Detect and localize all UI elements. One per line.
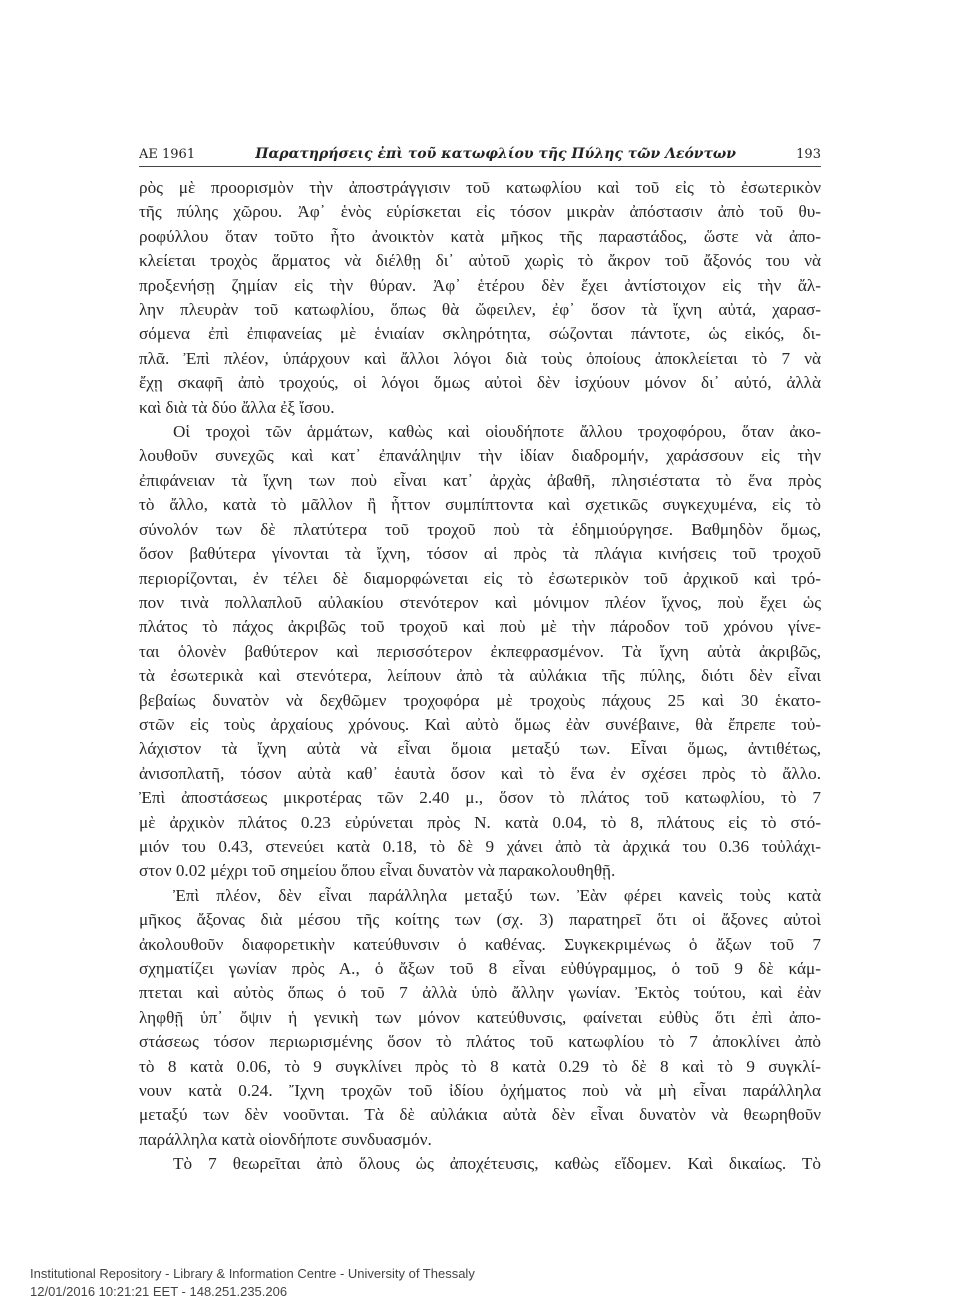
text-line: λουθοῦν συνεχῶς καὶ κατ᾽ ἐπανάληψιν τὴν ἰδίαν διαδρομήν, χαράσσουν εἰς τὴν <box>139 446 821 466</box>
text-line: στῶν εἰς τοὺς ἀρχαίους χρόνους. Καὶ αὐτὸ ὅμως ἐὰν συνέβαινε, θὰ ἔπρεπε τοὐ- <box>139 714 821 734</box>
text-line: στάσεως τόσον περιωρισμένης ὅσον τὸ πλάτος τοῦ κατωφλίου τὸ 7 ἀποκλίνει ἀπὸ <box>139 1032 821 1052</box>
text-line: τῆς πύλης χῶρου. Ἀφ᾽ ἑνὸς εὑρίσκεται εἰς τόσον μικρὰν ἀπόστασιν ἀπὸ τοῦ θυ- <box>139 202 821 222</box>
text-line: ἐπιφάνειαν τὰ ἴχνη των ποὺ εἶναι κατ᾽ ἀρχὰς ἀβαθῆ, πλησιέστατα τὸ ἕνα πρὸς <box>139 470 821 490</box>
page-number: 193 <box>796 147 821 162</box>
text-line: λην πλευρὰν τοῦ κατωφλίου, ὅπως θὰ ὤφειλεν, ἐφ᾽ ὅσον τὰ ἴχνη αὐτά, χαρασ- <box>139 300 821 320</box>
text-line: ληφθῇ ὑπ᾽ ὄψιν ἡ γενικὴ των μόνον κατεύθυνσις, φαίνεται εὐθὺς ὅτι ἐπὶ ἀπο- <box>139 1007 821 1027</box>
text-line: πλάτος τὸ πάχος ἀκριβῶς τοῦ τροχοῦ καὶ ποὺ μὲ τὴν πάροδον τοῦ χρόνου γίνε- <box>139 617 821 637</box>
text-line: τὸ 8 κατὰ 0.06, τὸ 9 συγκλίνει πρὸς τὸ 8 κατὰ 0.29 τὸ δὲ 8 καὶ τὸ 9 συγκλί- <box>139 1056 821 1076</box>
text-line: μεταξύ των δὲν νοοῦνται. Τὰ δὲ αὐλάκια αὐτὰ δὲν εἶναι δυνατὸν νὰ θεωρηθοῦν <box>139 1105 821 1125</box>
footer-timestamp-line: 12/01/2016 10:21:21 EET - 148.251.235.206 <box>30 1284 288 1299</box>
footer-repository-line: Institutional Repository - Library & Information Centre - University of Thessaly <box>30 1266 475 1281</box>
text-line: ἀκολουθοῦν διαφορετικὴν κατεύθυνσιν ὁ καθένας. Συγκεκριμένως ὁ ἄξων τοῦ 7 <box>139 934 821 954</box>
text-line: καὶ διὰ τὰ δύο ἄλλα ἐξ ἴσου. <box>139 397 335 417</box>
text-line: ροφύλλου ὅταν τοῦτο ἦτο ἀνοικτὸν κατὰ μῆκος τῆς παραστάδος, ὥστε νὰ ἀπο- <box>139 226 821 246</box>
text-line: πον τινὰ πολλαπλοῦ αὐλακίου στενότερον καὶ μόνιμον πλέον ἴχνος, ποὺ ἔχει ὡς <box>139 592 821 612</box>
text-line: νουν κατὰ 0.24. Ἴχνη τροχῶν τοῦ ἰδίου ὀχήματος ποὺ νὰ μὴ εἶναι παράλληλα <box>139 1081 821 1101</box>
text-line: βεβαίως δυνατὸν νὰ δεχθῶμεν τροχοφόρα μὲ τροχοὺς πάχους 25 καὶ 30 ἑκατο- <box>139 690 821 710</box>
repository-footer <box>30 1265 475 1301</box>
text-line: παράλληλα κατὰ οἱονδήποτε συνδυασμόν. <box>139 1129 432 1149</box>
text-line: μιόν του 0.43, στενεύει κατὰ 0.18, τὸ δὲ 9 χάνει ἀπὸ τὰ ἀρχικά του 0.36 τοὐλάχι- <box>139 836 821 856</box>
running-header <box>139 138 821 167</box>
text-line: ὅσον βαθύτερα γίνονται τὰ ἴχνη, τόσον αἱ πρὸς τὰ πλάγια κινήσεις τοῦ τροχοῦ <box>139 544 821 564</box>
text-line: τὰ ἐσωτερικὰ καὶ στενότερα, λείπουν ἀπὸ τὰ αὐλάκια τῆς πύλης, διότι δὲν εἶναι <box>139 666 821 686</box>
text-line: πτεται καὶ αὐτὸς ὅπως ὁ τοῦ 7 ἀλλὰ ὑπὸ ἄλλην γωνίαν. Ἐκτὸς τούτου, καὶ ἐὰν <box>139 983 821 1003</box>
text-line: κλείεται τροχὸς ἅρματος νὰ διέλθῃ δι᾽ αὐτοῦ χωρὶς τὸ ἄκρον τοῦ ἄξονός του νὰ <box>139 251 821 271</box>
running-title: Παρατηρήσεις ἐπὶ τοῦ κατωφλίου τῆς Πύλης τῶν Λεόντων <box>255 146 736 162</box>
text-line: μὲ ἀρχικὸν πλάτος 0.23 εὐρύνεται πρὸς Ν. κατὰ 0.04, τὸ 8, πλάτους εἰς τὸ στό- <box>139 812 821 832</box>
text-line: περιορίζονται, ἐν τέλει δὲ διαμορφώνεται εἰς τὸ ἐσωτερικὸν τοῦ ἀρχικοῦ καὶ τρό- <box>139 568 821 588</box>
text-line: πλᾶ. Ἐπὶ πλέον, ὑπάρχουν καὶ ἄλλοι λόγοι διὰ τοὺς ὁποίους ἀποκλείεται τὸ 7 νὰ <box>139 348 821 368</box>
text-line: μῆκος ἄξονας διὰ μέσου τῆς κοίτης των (σχ. 3) παρατηρεῖ ὅτι οἱ ἄξονες αὐτοὶ <box>139 910 821 930</box>
journal-label: ΑΕ 1961 <box>139 147 196 162</box>
text-line: λάχιστον τὰ ἴχνη αὐτὰ νὰ εἶναι ὅμοια μεταξύ των. Εἶναι ὅμως, ἀντιθέτως, <box>139 739 821 759</box>
text-line: Οἱ τροχοὶ τῶν ἁρμάτων, καθὼς καὶ οἱουδήποτε ἄλλου τροχοφόρου, ὅταν ἀκο- <box>173 422 821 442</box>
text-line: ἀνισοπλατῆ, τόσον αὐτὰ καθ᾽ ἑαυτὰ ὅσον καὶ τὸ ἕνα ἐν σχέσει πρὸς τὸ ἄλλο. <box>139 763 821 783</box>
text-line: ρὸς μὲ προορισμὸν τὴν ἀποστράγγισιν τοῦ κατωφλίου καὶ τοῦ εἰς τὸ ἐσωτερικὸν <box>139 178 821 197</box>
text-line: σόμενα ἐπὶ ἐπιφανείας μὲ ἑνιαίαν σκληρότητα, σώζονται πάντοτε, ὡς εἰκός, δι- <box>139 324 821 344</box>
text-line: σχηματίζει γωνίαν πρὸς Α., ὁ ἄξων τοῦ 8 εἶναι εὐθύγραμμος, ὁ τοῦ 9 δὲ κάμ- <box>139 959 821 978</box>
text-line: σύνολόν των δὲ πλατύτερα τοῦ τροχοῦ ποὺ τὰ ἐδημιούργησε. Βαθμηδὸν ὅμως, <box>139 519 821 539</box>
text-line: προξενήσῃ ζημίαν εἰς τὴν θύραν. Ἀφ᾽ ἑτέρου δὲν ἔχει ἀντίστοιχον εἰς τὴν ἄλ- <box>139 275 821 295</box>
text-line: Ἐπὶ πλέον, δὲν εἶναι παράλληλα μεταξύ των. Ἐὰν φέρει κανεὶς τοὺς κατὰ <box>173 885 821 905</box>
text-line: ται ὁλονὲν βαθύτερον καὶ περισσότερον ἐκπεφρασμένον. Τὰ ἴχνη αὐτὰ ἀκριβῶς, <box>139 641 821 661</box>
text-line: Ἐπὶ ἀποστάσεως μικροτέρας τῶν 2.40 μ., ὅσον τὸ πλάτος τοῦ κατωφλίου, τὸ 7 <box>139 788 821 808</box>
text-line: στον 0.02 μέχρι τοῦ σημείου ὅπου εἶναι δυνατὸν νὰ παρακολουθηθῇ. <box>139 861 616 881</box>
text-line: τὸ ἄλλο, κατὰ τὸ μᾶλλον ἢ ἧττον συμπίπτοντα καὶ σχετικῶς συγκεχυμένα, εἰς τὸ <box>139 495 821 515</box>
body-text <box>139 176 821 1177</box>
text-line: ἔχῃ σκαφῆ ἀπὸ τροχούς, οἱ λόγοι ὅμως αὐτοὶ δὲν ἰσχύουν μόνον δι᾽ αὐτό, ἀλλὰ <box>139 373 821 393</box>
text-line: Τὸ 7 θεωρεῖται ἀπὸ ὅλους ὡς ἀποχέτευσις, καθὼς εἴδομεν. Καὶ δικαίως. Τὸ <box>173 1154 821 1174</box>
